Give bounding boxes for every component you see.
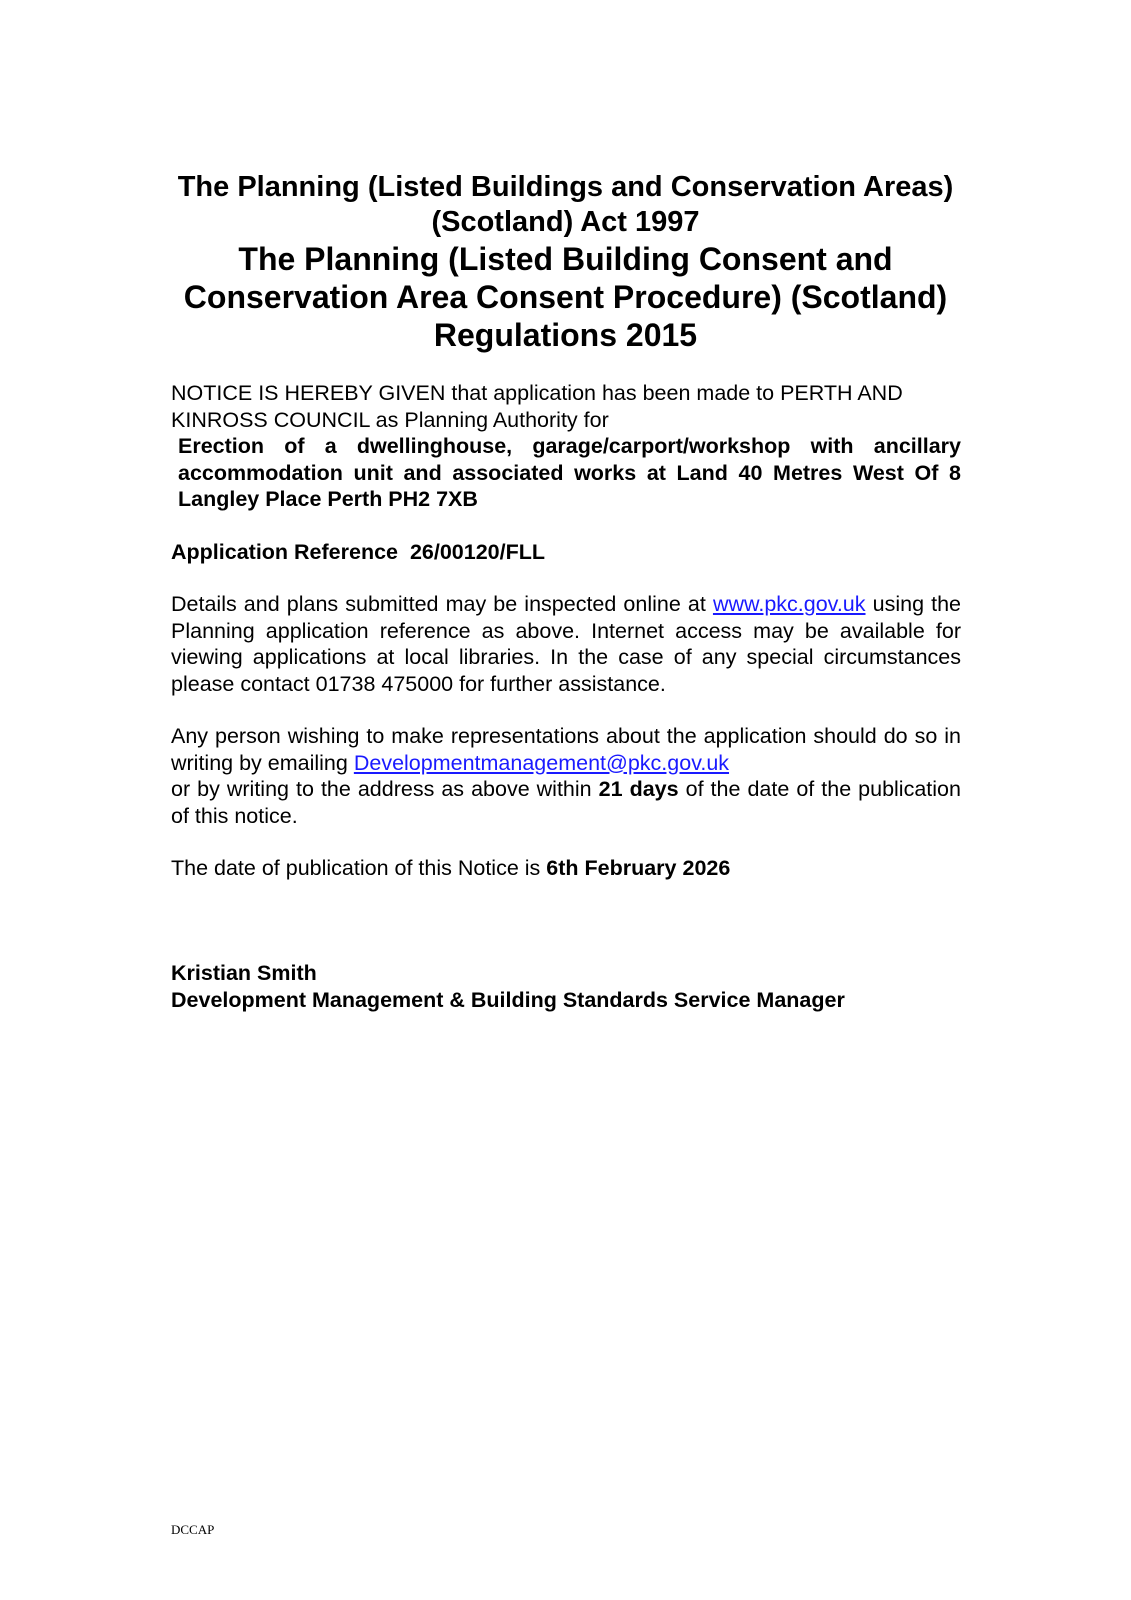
email-link[interactable]: Developmentmanagement@pkc.gov.uk [353,750,730,775]
intro-paragraph [171,380,961,513]
representation-suffix: of the date of the publication of this notice. [171,777,961,828]
application-reference [171,539,961,566]
signatory-block [171,960,845,1013]
act-title: The Planning (Listed Buildings and Conservation Areas) (Scotland) Act 1997 [177,171,954,238]
publication-prefix: The date of publication of this Notice is [171,856,541,880]
representation-prefix: Any person wishing to make representations about the application should do so in writing by emailing [171,724,961,775]
publication-date: 6th February 2026 [546,856,731,880]
regulations-title: The Planning (Listed Building Consent and Conservation Area Consent Procedure) (Scotland) Regulations 2015 [183,241,948,353]
intro-text: NOTICE IS HEREBY GIVEN that application has been made to PERTH AND KINROSS COUNCIL as Planning Authority for [171,381,903,432]
inspect-suffix: using the Planning application reference as above. Internet access may be available for viewing applications at local libraries. In the case of any special circumstances please contact 01738 475000 for further assistance. [171,592,962,696]
reference-value: 26/00120/FLL [409,539,545,564]
notice-body [171,380,961,908]
representation-days: 21 days [598,777,679,801]
inspection-paragraph [171,591,961,697]
proposal-description: Erection of a dwellinghouse, garage/carport/workshop with ancillary accommodation unit and associated works at Land 40 Metres West Of 8 Langley Place Perth PH2 7XB [178,434,961,511]
inspect-prefix: Details and plans submitted may be inspected online at [171,592,706,616]
document-titles [140,170,991,354]
publication-paragraph [171,855,961,882]
representation-middle: or by writing to the address as above within [171,777,592,801]
footer-code: DCCAP [171,1522,215,1537]
reference-label: Application Reference [171,539,398,564]
website-link[interactable]: www.pkc.gov.uk [712,592,866,616]
signatory-role: Development Management & Building Standards Service Manager [171,987,845,1012]
representation-paragraph [171,723,961,829]
signatory-name: Kristian Smith [171,961,317,985]
